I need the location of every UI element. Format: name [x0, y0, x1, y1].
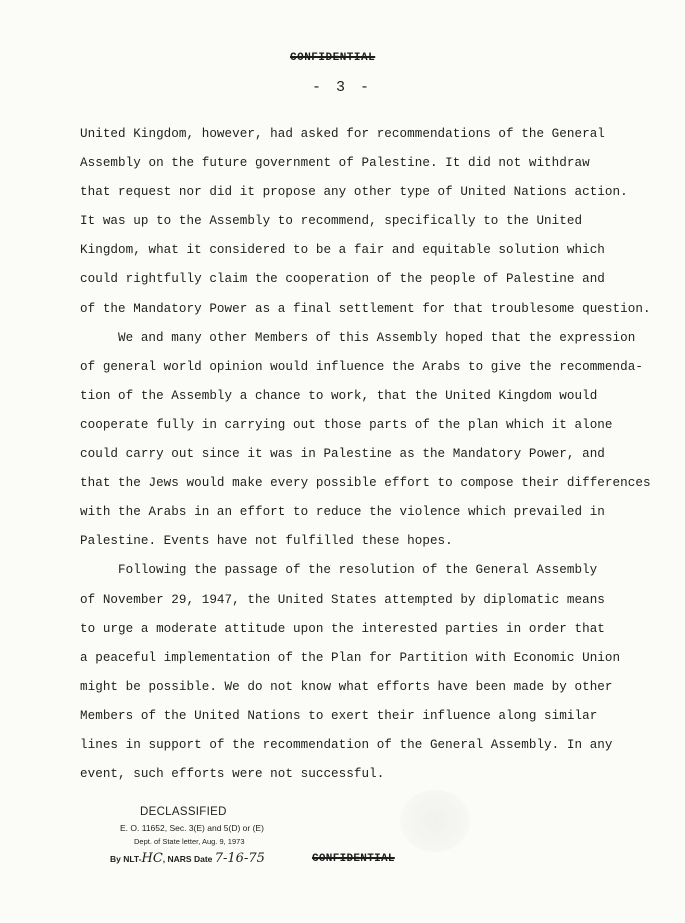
text-line: Palestine. Events have not fulfilled these hopes. [80, 534, 453, 549]
text-line: Assembly on the future government of Palestine. It did not withdraw [80, 156, 590, 171]
declassification-authority: E. O. 11652, Sec. 3(E) and 5(D) or (E) [120, 823, 264, 833]
text-line: could carry out since it was in Palestine as the Mandatory Power, and [80, 447, 605, 462]
text-line: of November 29, 1947, the United States attempted by diplomatic means [80, 592, 605, 607]
text-line: of general world opinion would influence the Arabs to give the recommenda- [80, 359, 643, 374]
paragraph-2 [80, 324, 651, 557]
declassification-stamp [110, 806, 265, 867]
text-line: It was up to the Assembly to recommend, specifically to the United [80, 214, 583, 229]
text-line: Members of the United Nations to exert their influence along similar [80, 708, 598, 723]
text-line: of the Mandatory Power as a final settlement for that troublesome question. [80, 301, 651, 316]
text-line: Kingdom, what it considered to be a fair and equitable solution which [80, 243, 605, 258]
declassified-title: DECLASSIFIED [140, 806, 227, 818]
text-line: that the Jews would make every possible effort to compose their differences [80, 476, 651, 491]
text-line: with the Arabs in an effort to reduce the violence which prevailed in [80, 505, 605, 520]
declassification-signoff [110, 851, 265, 867]
text-line: We and many other Members of this Assembly hoped that the expression [118, 330, 636, 345]
text-line: to urge a moderate attitude upon the interested parties in order that [80, 621, 605, 636]
declassification-letter: Dept. of State letter, Aug. 9, 1973 [134, 837, 245, 846]
by-initials-handwritten: HC [141, 851, 163, 866]
faded-stamp-mark [400, 790, 470, 852]
footer-classification-mark: CONFIDENTIAL [312, 853, 395, 865]
text-line: event, such efforts were not successful. [80, 767, 385, 782]
paragraph-1 [80, 120, 651, 324]
page-number: - 3 - [312, 79, 373, 96]
text-line: could rightfully claim the cooperation of the people of Palestine and [80, 272, 605, 287]
text-line: lines in support of the recommendation of the General Assembly. In any [80, 737, 613, 752]
text-line: cooperate fully in carrying out those parts of the plan which it alone [80, 417, 613, 432]
by-label: By NLT- [110, 854, 142, 864]
document-body [80, 120, 651, 789]
header-classification-mark: CONFIDENTIAL [290, 52, 376, 64]
text-line: a peaceful implementation of the Plan for Partition with Economic Union [80, 650, 621, 665]
text-line: might be possible. We do not know what efforts have been made by other [80, 679, 613, 694]
nars-date-handwritten: 7-16-75 [214, 851, 265, 866]
text-line: that request nor did it propose any other type of United Nations action. [80, 185, 628, 200]
text-line: tion of the Assembly a chance to work, that the United Kingdom would [80, 388, 598, 403]
text-line: Following the passage of the resolution of the General Assembly [118, 563, 598, 578]
paragraph-3 [80, 556, 640, 789]
text-line: United Kingdom, however, had asked for recommendations of the General [80, 127, 605, 141]
nars-date-label: , NARS Date [162, 854, 213, 864]
